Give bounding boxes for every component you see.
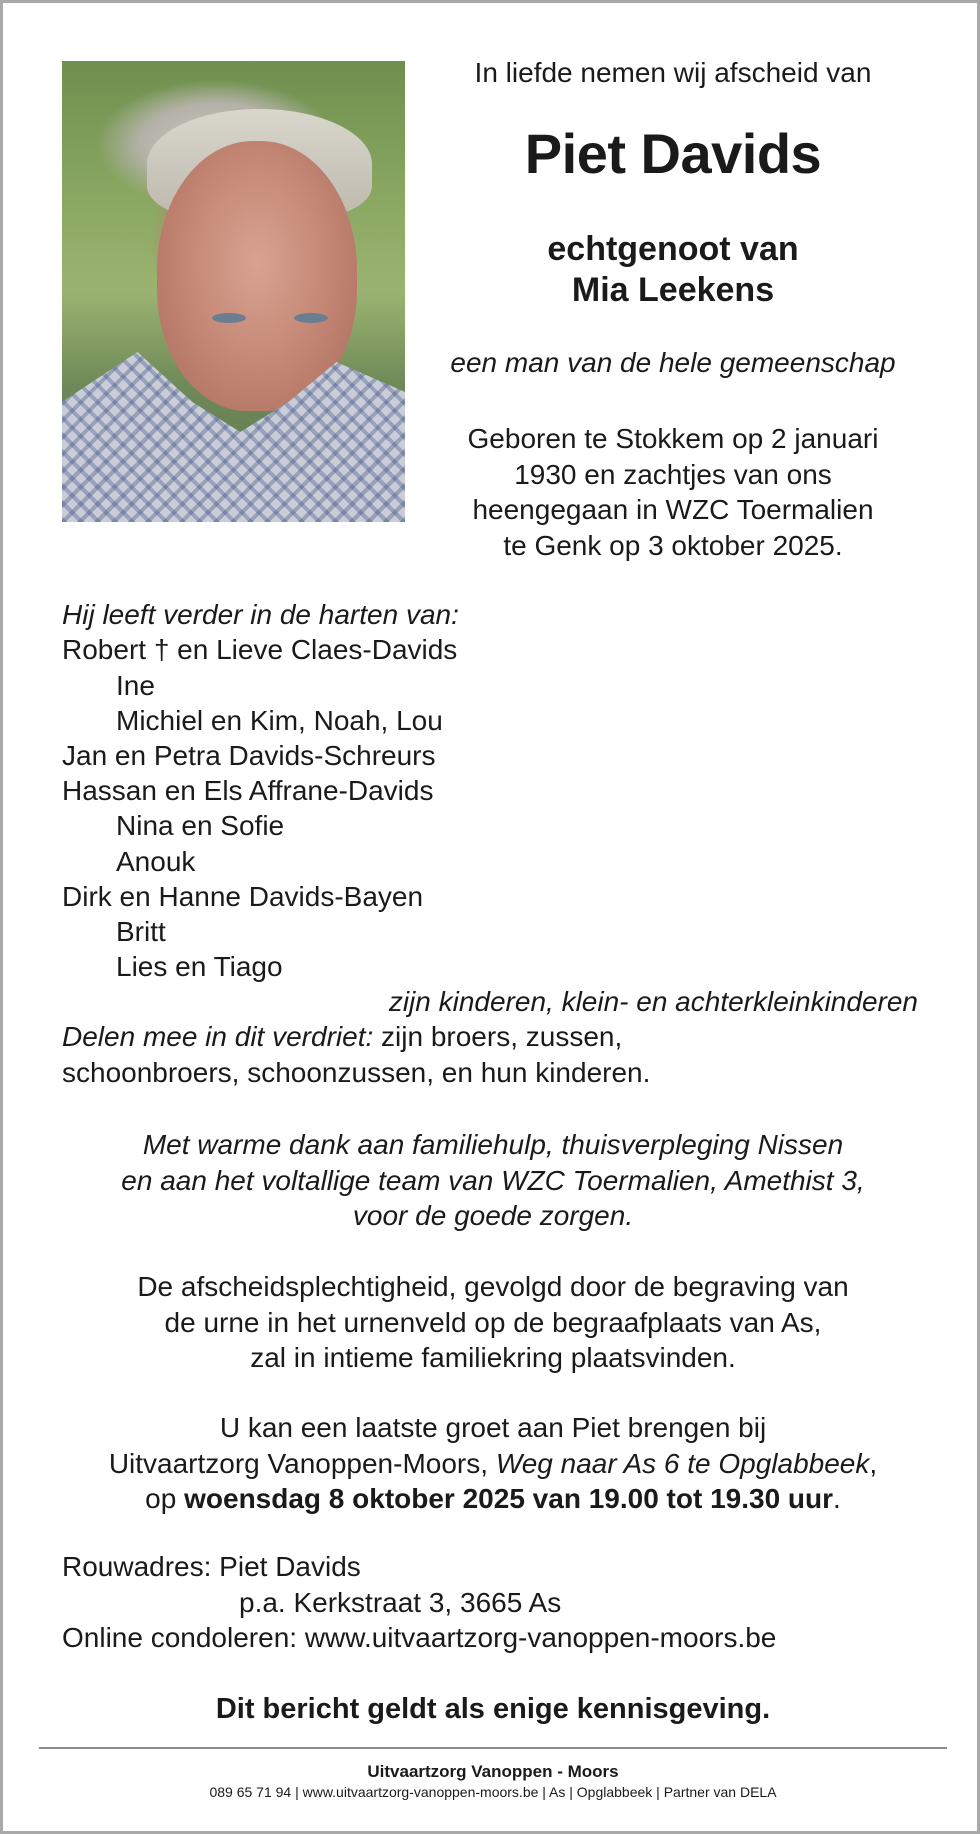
notice-line: Dit bericht geldt als enige kennisgeving. [215,1693,771,1725]
family-line-indented: Ine [116,670,155,701]
visit-line-3 [43,1481,943,1517]
portrait-eye-left [212,313,246,323]
family-line: Hassan en Els Affrane-Davids [62,775,434,806]
visit-datetime: woensdag 8 oktober 2025 van 19.00 tot 19.30 uur [184,1483,834,1514]
family-line-indented: Lies en Tiago [116,951,283,982]
share-label: Delen mee in dit verdriet: [62,1021,374,1052]
family-closing: zijn kinderen, klein- en achterkleinkinderen [388,986,918,1017]
deceased-name: Piet Davids [524,122,822,185]
spouse-line-1: echtgenoot van [547,230,799,268]
born-line: 1930 en zachtjes van ons [514,458,832,490]
thanks-block [43,1127,943,1234]
ceremony-line: de urne in het urnenveld op de begraafplaats van As, [164,1306,822,1338]
footer-details: 089 65 71 94 | www.uitvaartzorg-vanoppen-moors.be | As | Opglabbeek | Partner van DELA [209,1784,777,1800]
visit-line-1: U kan een laatste groet aan Piet brengen bij [219,1412,767,1443]
born-line: Geboren te Stokkem op 2 januari [467,423,879,454]
intro-line: In liefde nemen wij afscheid van [474,57,872,88]
visit-venue: Uitvaartzorg Vanoppen-Moors, [108,1447,496,1479]
visit-period: . [833,1483,841,1514]
condolence-line: Online condoleren: www.uitvaartzorg-vanoppen-moors.be [62,1622,777,1653]
visit-address: Weg naar As 6 te Opglabbeek [495,1447,870,1479]
portrait-photo [62,61,405,522]
visit-line-2 [43,1446,943,1482]
family-line-indented: Anouk [116,846,196,877]
born-line: heengegaan in WZC Toermalien [472,494,874,525]
share-text: zijn broers, zussen, [373,1021,623,1052]
ceremony-line: De afscheidsplechtigheid, gevolgd door de begraving van [137,1271,849,1302]
visit-prefix: op [145,1483,185,1514]
visit-comma: , [869,1447,878,1479]
share-line-2: schoonbroers, schoonzussen, en hun kinderen. [62,1057,651,1088]
family-line-indented: Britt [116,916,166,947]
address-line-2: p.a. Kerkstraat 3, 3665 As [239,1587,562,1618]
address-line-1: Rouwadres: Piet Davids [62,1551,361,1582]
ceremony-block [43,1269,943,1376]
family-line-indented: Michiel en Kim, Noah, Lou [116,705,443,736]
family-heading: Hij leeft verder in de harten van: [62,599,459,630]
born-line: te Genk op 3 oktober 2025. [503,529,843,561]
footer-divider [39,1747,947,1749]
spouse-line-2: Mia Leekens [571,271,775,309]
thanks-line: en aan het voltallige team van WZC Toermalien, Amethist 3, [121,1164,865,1196]
family-line: Dirk en Hanne Davids-Bayen [62,881,424,912]
thanks-line: Met warme dank aan familiehulp, thuisverpleging Nissen [142,1129,844,1160]
spouse-block [423,229,923,311]
motto: een man van de hele gemeenschap [450,347,896,378]
family-line: Robert † en Lieve Claes-Davids [62,634,458,665]
ceremony-line: zal in intieme familiekring plaatsvinden. [250,1342,736,1373]
family-line-indented: Nina en Sofie [116,810,285,841]
family-line: Jan en Petra Davids-Schreurs [62,740,436,771]
birth-death-block [423,421,923,563]
share-line [62,1021,622,1053]
footer-company: Uitvaartzorg Vanoppen - Moors [367,1762,619,1781]
visit-block [43,1410,943,1517]
portrait-eye-right [294,313,328,323]
thanks-line: voor de goede zorgen. [352,1200,634,1231]
